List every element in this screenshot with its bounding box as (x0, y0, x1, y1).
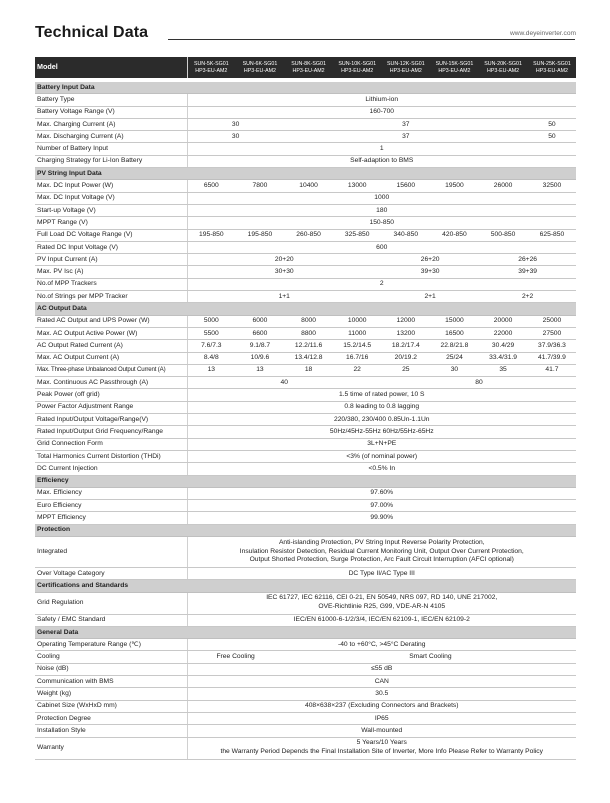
spec-label: Max. Continuous AC Passthrough (A) (35, 377, 187, 389)
spec-value: 1 (187, 143, 576, 155)
spec-row (35, 725, 576, 737)
spec-row (35, 327, 576, 339)
section-header (35, 168, 576, 180)
spec-value: 13200 (382, 327, 431, 339)
section-title: AC Output Data (35, 303, 576, 315)
spec-label: DC Current Injection (35, 463, 187, 475)
spec-label: Over Voltage Category (35, 567, 187, 579)
spec-label: Euro Efficiency (35, 500, 187, 512)
spec-value: 37 (284, 118, 527, 130)
spec-value: 41.7/39.9 (527, 352, 576, 364)
spec-value: 37.9/36.3 (527, 340, 576, 352)
spec-value: 16.7/16 (333, 352, 382, 364)
spec-value: 6600 (236, 327, 285, 339)
spec-value: 39+30 (382, 266, 479, 278)
spec-value: 22000 (479, 327, 528, 339)
spec-label: Max. AC Output Current (A) (35, 352, 187, 364)
spec-label: Battery Type (35, 94, 187, 106)
spec-row (35, 401, 576, 413)
spec-value: 2+1 (382, 291, 479, 303)
spec-value: 9.1/8.7 (236, 340, 285, 352)
spec-row (35, 143, 576, 155)
spec-row (35, 512, 576, 524)
spec-row (35, 536, 576, 567)
spec-row (35, 614, 576, 626)
spec-label: Max. Charging Current (A) (35, 118, 187, 130)
spec-row (35, 192, 576, 204)
spec-value: -40 to +60°C, >45°C Derating (187, 639, 576, 651)
spec-value: 30.4/29 (479, 340, 528, 352)
spec-row (35, 340, 576, 352)
spec-value: CAN (187, 676, 576, 688)
spec-value: 220/380, 230/400 0.85Un-1.1Un (187, 414, 576, 426)
model-name-line2: HP3-EU-AM2 (535, 67, 568, 74)
spec-label: Total Harmonics Current Distortion (THDi) (35, 450, 187, 462)
spec-row (35, 155, 576, 167)
spec-row (35, 377, 576, 389)
model-name-line1: SUN-8K-SG01 (291, 61, 326, 68)
spec-row (35, 592, 576, 614)
model-name-line1: SUN-25K-SG01 (533, 61, 571, 68)
spec-row (35, 438, 576, 450)
spec-value: 33.4/31.9 (479, 352, 528, 364)
spec-row (35, 688, 576, 700)
model-name-line1: SUN-6K-SG01 (242, 61, 278, 68)
spec-value: 7.6/7.3 (187, 340, 236, 352)
section-title: Battery Input Data (35, 82, 576, 94)
spec-label: Rated AC Output and UPS Power (W) (35, 315, 187, 327)
model-name-line2: HP3-EU-AM2 (389, 67, 422, 74)
spec-table (35, 57, 576, 760)
spec-value: 150-850 (187, 217, 576, 229)
spec-value: 37 (284, 131, 527, 143)
spec-value: 18.2/17.4 (382, 340, 431, 352)
spec-label: Max. Efficiency (35, 487, 187, 499)
spec-row (35, 229, 576, 241)
spec-label: Max. Discharging Current (A) (35, 131, 187, 143)
spec-label: Rated Input/Output Grid Frequency/Range (35, 426, 187, 438)
section-header (35, 580, 576, 592)
spec-label: Max. DC Input Voltage (V) (35, 192, 187, 204)
spec-row (35, 352, 576, 364)
model-name-line1: SUN-12K-SG01 (386, 61, 425, 68)
spec-label: AC Output Rated Current (A) (35, 340, 187, 352)
spec-row (35, 315, 576, 327)
model-name-5 (382, 57, 431, 78)
spec-value: 27500 (527, 327, 576, 339)
spec-value: 26+26 (479, 254, 576, 266)
spec-value: 16500 (430, 327, 479, 339)
spec-value (187, 536, 576, 567)
spec-value-line: OVE-Richtlinie R25, G99, VDE-AR-N 4105 (318, 603, 446, 611)
spec-row (35, 414, 576, 426)
spec-value: 30 (187, 131, 284, 143)
spec-value: 3L+N+PE (187, 438, 576, 450)
spec-value: 10000 (333, 315, 382, 327)
spec-row (35, 389, 576, 401)
spec-value: 0.8 leading to 0.8 lagging (187, 401, 576, 413)
spec-value: 195-850 (236, 229, 285, 241)
spec-label: Max. Three-phase Unbalanced Output Current (A) (35, 364, 187, 376)
model-header-label: Model (35, 57, 187, 78)
spec-value: 22 (333, 364, 382, 376)
model-name-3 (284, 57, 333, 78)
spec-label: Battery Voltage Range (V) (35, 106, 187, 118)
spec-label: Installation Style (35, 725, 187, 737)
spec-label: Communication with BMS (35, 676, 187, 688)
spec-value: 15000 (430, 315, 479, 327)
spec-value: 2 (187, 278, 576, 290)
spec-label: PV Input Current (A) (35, 254, 187, 266)
spec-value-line: Anti-islanding Protection, PV String Input Reverse Polarity Protection, (278, 539, 485, 547)
spec-value: 30 (430, 364, 479, 376)
spec-label: Weight (kg) (35, 688, 187, 700)
spec-value: 30+30 (187, 266, 382, 278)
spec-value: 13 (187, 364, 236, 376)
spec-label: MPPT Efficiency (35, 512, 187, 524)
spec-value: 97.00% (187, 500, 576, 512)
spec-row (35, 639, 576, 651)
spec-value: 99.90% (187, 512, 576, 524)
spec-value: 25/24 (430, 352, 479, 364)
spec-value: 30.5 (187, 688, 576, 700)
spec-row (35, 106, 576, 118)
spec-row (35, 204, 576, 216)
spec-value: IEC/EN 61000-6-1/2/3/4, IEC/EN 62109-1, IEC/EN 62109-2 (187, 614, 576, 626)
spec-value-line: Insulation Resistor Detection, Residual Current Monitoring Unit, Output Over Current Protection, (239, 547, 524, 555)
section-header (35, 475, 576, 487)
spec-row (35, 278, 576, 290)
spec-value: 35 (479, 364, 528, 376)
spec-label: MPPT Range (V) (35, 217, 187, 229)
spec-label: No.of Strings per MPP Tracker (35, 291, 187, 303)
spec-value: IP65 (187, 712, 576, 724)
spec-label: Number of Battery Input (35, 143, 187, 155)
spec-value: Lithium-ion (187, 94, 576, 106)
spec-value: 5500 (187, 327, 236, 339)
spec-label: Noise (dB) (35, 663, 187, 675)
spec-value: ≤55 dB (187, 663, 576, 675)
model-name-1 (187, 57, 236, 78)
model-name-line2: HP3-EU-AM2 (243, 67, 276, 74)
website-link[interactable]: www.deyeinverter.com (504, 30, 576, 37)
spec-value: DC Type II/AC Type III (187, 567, 576, 579)
spec-value: 10400 (284, 180, 333, 192)
spec-value: 15600 (382, 180, 431, 192)
spec-row (35, 663, 576, 675)
section-title: Certifications and Standards (35, 580, 576, 592)
spec-value: 408×638×237 (Excluding Connectors and Brackets) (187, 700, 576, 712)
model-name-line1: SUN-10K-SG01 (338, 61, 377, 68)
spec-value: 25 (382, 364, 431, 376)
spec-row (35, 737, 576, 759)
table-header-row (35, 57, 576, 78)
model-name-line2: HP3-EU-AM2 (341, 67, 374, 74)
spec-row (35, 700, 576, 712)
spec-label: Grid Regulation (35, 592, 187, 614)
spec-value: 1.5 time of rated power, 10 S (187, 389, 576, 401)
spec-label: Operating Temperature Range (℃) (35, 639, 187, 651)
spec-value: 325-850 (333, 229, 382, 241)
spec-value: 180 (187, 204, 576, 216)
spec-value: 5000 (187, 315, 236, 327)
spec-label: Max. AC Output Active Power (W) (35, 327, 187, 339)
model-name-line1: SUN-15K-SG01 (435, 61, 474, 68)
spec-value: 195-850 (187, 229, 236, 241)
spec-row (35, 241, 576, 253)
spec-label: Grid Connection Form (35, 438, 187, 450)
spec-value: 7800 (236, 180, 285, 192)
spec-label: Warranty (35, 737, 187, 759)
spec-value: 600 (187, 241, 576, 253)
spec-label: Peak Power (off grid) (35, 389, 187, 401)
spec-value: 22.8/21.8 (430, 340, 479, 352)
spec-label: Rated Input/Output Voltage/Range(V) (35, 414, 187, 426)
spec-value: 25000 (527, 315, 576, 327)
spec-label: Safety / EMC Standard (35, 614, 187, 626)
spec-value: 13000 (333, 180, 382, 192)
spec-label: Cabinet Size (WxHxD mm) (35, 700, 187, 712)
spec-value: 2+2 (479, 291, 576, 303)
spec-value (187, 737, 576, 759)
spec-label: Rated DC Input Voltage (V) (35, 241, 187, 253)
spec-value: 6500 (187, 180, 236, 192)
spec-row (35, 651, 576, 663)
spec-value: Wall-mounted (187, 725, 576, 737)
model-name-8 (527, 57, 576, 78)
spec-value: 39+39 (479, 266, 576, 278)
model-name-7 (479, 57, 528, 78)
spec-value-line: IEC 61727, IEC 62116, CEI 0-21, EN 50549, NRS 097, RD 140, UNE 217002, (266, 594, 498, 602)
spec-value: 160-700 (187, 106, 576, 118)
spec-value: 26+20 (382, 254, 479, 266)
spec-row (35, 500, 576, 512)
section-header (35, 524, 576, 536)
spec-label: Integrated (35, 536, 187, 567)
spec-value: 420-850 (430, 229, 479, 241)
section-title: PV String Input Data (35, 168, 576, 180)
spec-value: <3% (of nominal power) (187, 450, 576, 462)
spec-row (35, 567, 576, 579)
spec-value: 18 (284, 364, 333, 376)
model-name-4 (333, 57, 382, 78)
spec-value: 50Hz/45Hz-55Hz 60Hz/55Hz-65Hz (187, 426, 576, 438)
spec-row (35, 180, 576, 192)
model-name-line2: HP3-EU-AM2 (438, 67, 471, 74)
spec-value: 500-850 (479, 229, 528, 241)
model-name-line2: HP3-EU-AM2 (292, 67, 325, 74)
spec-value: 26000 (479, 180, 528, 192)
spec-value: 1000 (187, 192, 576, 204)
spec-value: 12.2/11.6 (284, 340, 333, 352)
spec-value: 13.4/12.8 (284, 352, 333, 364)
model-name-6 (430, 57, 479, 78)
spec-value: 10/9.6 (236, 352, 285, 364)
section-header (35, 626, 576, 638)
spec-value: 20/19.2 (382, 352, 431, 364)
page-title: Technical Data (35, 24, 149, 41)
section-title: Protection (35, 524, 576, 536)
spec-value: 13 (236, 364, 285, 376)
spec-label: Power Factor Adjustment Range (35, 401, 187, 413)
spec-label: Cooling (35, 651, 187, 663)
spec-row (35, 254, 576, 266)
spec-value: 40 (187, 377, 382, 389)
spec-row (35, 450, 576, 462)
spec-value: 20000 (479, 315, 528, 327)
spec-value: 1+1 (187, 291, 382, 303)
section-title: General Data (35, 626, 576, 638)
spec-row (35, 364, 576, 376)
spec-label: Max. DC Input Power (W) (35, 180, 187, 192)
model-name-line2: HP3-EU-AM2 (195, 67, 228, 74)
spec-row (35, 217, 576, 229)
section-header (35, 82, 576, 94)
spec-row (35, 118, 576, 130)
spec-value-line: the Warranty Period Depends the Final Installation Site of Inverter, More Info Please Refer to Warranty Policy (220, 748, 543, 756)
model-name-line1: SUN-20K-SG01 (484, 61, 522, 68)
spec-value: Self-adaption to BMS (187, 155, 576, 167)
spec-row (35, 94, 576, 106)
spec-value: 20+20 (187, 254, 382, 266)
spec-value: 260-850 (284, 229, 333, 241)
section-title: Efficiency (35, 475, 576, 487)
spec-value: Free Cooling (187, 651, 284, 663)
spec-value: 30 (187, 118, 284, 130)
spec-label: Protection Degree (35, 712, 187, 724)
title-divider (168, 39, 575, 40)
model-name-line1: SUN-5K-SG01 (193, 61, 229, 68)
spec-row (35, 676, 576, 688)
spec-row (35, 487, 576, 499)
model-name-line2: HP3-EU-AM2 (487, 67, 520, 74)
spec-row (35, 291, 576, 303)
spec-value (187, 592, 576, 614)
spec-value: 97.60% (187, 487, 576, 499)
spec-value: 340-850 (382, 229, 431, 241)
spec-value: 50 (527, 118, 576, 130)
spec-value: 11000 (333, 327, 382, 339)
spec-row (35, 131, 576, 143)
spec-value: 32500 (527, 180, 576, 192)
spec-row (35, 266, 576, 278)
spec-value-line: 5 Years/10 Years (356, 739, 407, 747)
spec-value: 8.4/8 (187, 352, 236, 364)
spec-value: 8800 (284, 327, 333, 339)
spec-value: Smart Cooling (284, 651, 576, 663)
spec-value: 8000 (284, 315, 333, 327)
spec-label: No.of MPP Trackers (35, 278, 187, 290)
spec-row (35, 426, 576, 438)
spec-value: 6000 (236, 315, 285, 327)
spec-value: 15.2/14.5 (333, 340, 382, 352)
spec-value: 80 (382, 377, 577, 389)
model-name-2 (236, 57, 285, 78)
spec-label: Full Load DC Voltage Range (V) (35, 229, 187, 241)
spec-value-line: Output Shorted Protection, Surge Protection, Arc Fault Circuit Interruption (AFCI optional) (249, 556, 514, 564)
spec-value: 41.7 (527, 364, 576, 376)
section-header (35, 303, 576, 315)
spec-label: Start-up Voltage (V) (35, 204, 187, 216)
spec-value: 625-850 (527, 229, 576, 241)
spec-label: Max. PV Isc (A) (35, 266, 187, 278)
spec-row (35, 712, 576, 724)
spec-value: 19500 (430, 180, 479, 192)
spec-value: 50 (527, 131, 576, 143)
spec-row (35, 463, 576, 475)
spec-value: 12000 (382, 315, 431, 327)
spec-label: Charging Strategy for Li-Ion Battery (35, 155, 187, 167)
spec-value: <0.5% In (187, 463, 576, 475)
